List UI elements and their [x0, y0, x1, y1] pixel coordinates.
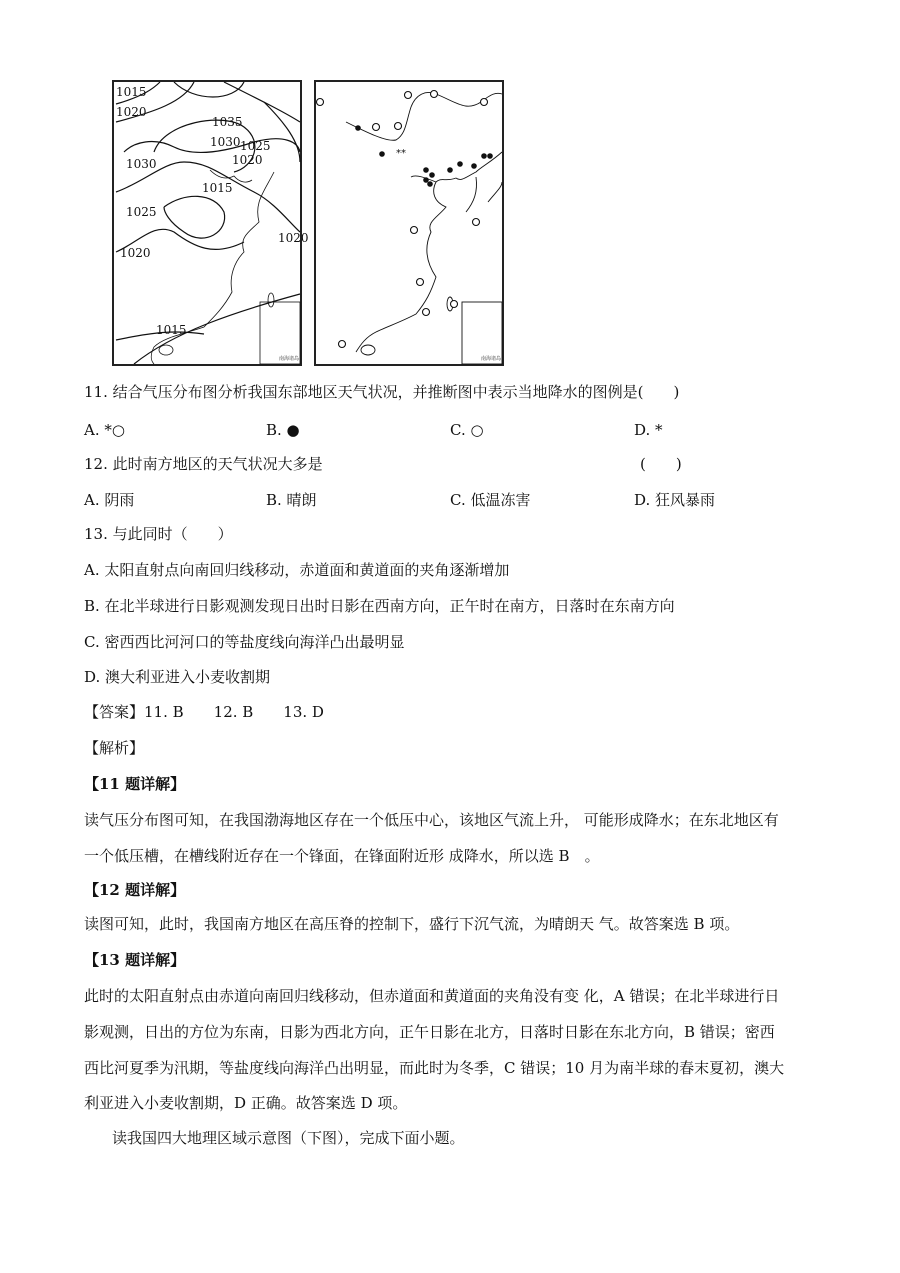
isobar-label: 1020 [232, 153, 263, 167]
isobar-label: 1025 [240, 139, 271, 153]
isobar-label: 1015 [116, 85, 147, 99]
q13-stem: 13. 与此同时（ ） [84, 525, 233, 543]
detail-13-title: 【13 题详解】 [84, 951, 186, 969]
detail-13-line: 利亚进入小麦收割期，D 正确。故答案选 D 项。 [84, 1094, 408, 1112]
q12-paren: ( ) [640, 455, 682, 473]
isobar-label: 1020 [120, 246, 151, 260]
isobar-label: 1015 [202, 181, 233, 195]
q12-option-a: A. 阴雨 [84, 491, 135, 509]
q12-option-b: B. 晴朗 [266, 491, 317, 509]
q13-option-c: C. 密西西比河河口的等盐度线向海洋凸出最明显 [84, 633, 405, 651]
q11-option-a: A. *○ [84, 421, 125, 439]
answer-line: 【答案】11. B 12. B 13. D [84, 703, 324, 721]
detail-12-title: 【12 题详解】 [84, 881, 186, 899]
figure-maps [112, 80, 508, 368]
isobar-label: 1020 [116, 105, 147, 119]
south-sea-label: 南海诸岛 [279, 356, 300, 362]
q11-option-c: C. ○ [450, 421, 484, 439]
isobar-label: 1030 [126, 157, 157, 171]
q11-stem: 11. 结合气压分布图分析我国东部地区天气状况，并推断图中表示当地降水的图例是( ) [84, 383, 680, 401]
q12-option-d: D. 狂风暴雨 [634, 491, 716, 509]
weather-map [314, 80, 504, 366]
detail-13-line: 此时的太阳直射点由赤道向南回归线移动，但赤道面和黄道面的夹角没有变 化，A 错误；在北半球进行日 [84, 987, 780, 1005]
q11-option-d: D. * [634, 421, 663, 439]
detail-13-line: 西比河夏季为汛期，等盐度线向海洋凸出明显，而此时为冬季，C 错误；10 月为南半球的春末夏初，澳大 [84, 1059, 785, 1077]
isobar-label: 1030 [210, 135, 241, 149]
south-sea-label: 南海诸岛 [481, 356, 502, 362]
isobar-label: 1020 [278, 231, 309, 245]
q12-option-c: C. 低温冻害 [450, 491, 531, 509]
detail-11-line: 读气压分布图可知，在我国渤海地区存在一个低压中心，该地区气流上升， 可能形成降水；在东北地区有 [84, 811, 779, 829]
detail-13-line: 影观测，日出的方位为东南，日影为西北方向，正午日影在北方，日落时日影在东北方向，B 错误；密西 [84, 1023, 775, 1041]
q13-option-d: D. 澳大利亚进入小麦收割期 [84, 668, 271, 686]
isobar-label: 1035 [212, 115, 243, 129]
detail-11-title: 【11 题详解】 [84, 775, 186, 793]
isobar-label: 1015 [156, 323, 187, 337]
q13-option-a: A. 太阳直射点向南回归线移动，赤道面和黄道面的夹角逐渐增加 [84, 561, 510, 579]
isobar-map [112, 80, 309, 366]
detail-12-line: 读图可知，此时，我国南方地区在高压脊的控制下，盛行下沉气流，为晴朗天 气。故答案选 B 项。 [84, 915, 740, 933]
svg-text:**: ** [396, 148, 406, 159]
isobar-label: 1025 [126, 205, 157, 219]
isobar-map-svg [114, 82, 309, 364]
q11-option-b: B. ● [266, 421, 300, 439]
next-section-intro: 读我国四大地理区域示意图（下图），完成下面小题。 [112, 1129, 465, 1147]
q12-stem: 12. 此时南方地区的天气状况大多是 [84, 455, 323, 473]
analysis-label: 【解析】 [84, 739, 145, 757]
detail-11-line: 一个低压槽，在槽线附近存在一个锋面，在锋面附近形 成降水，所以选 B 。 [84, 847, 600, 865]
weather-map-svg [316, 82, 502, 364]
q13-option-b: B. 在北半球进行日影观测发现日出时日影在西南方向，正午时在南方，日落时在东南方向 [84, 597, 675, 615]
